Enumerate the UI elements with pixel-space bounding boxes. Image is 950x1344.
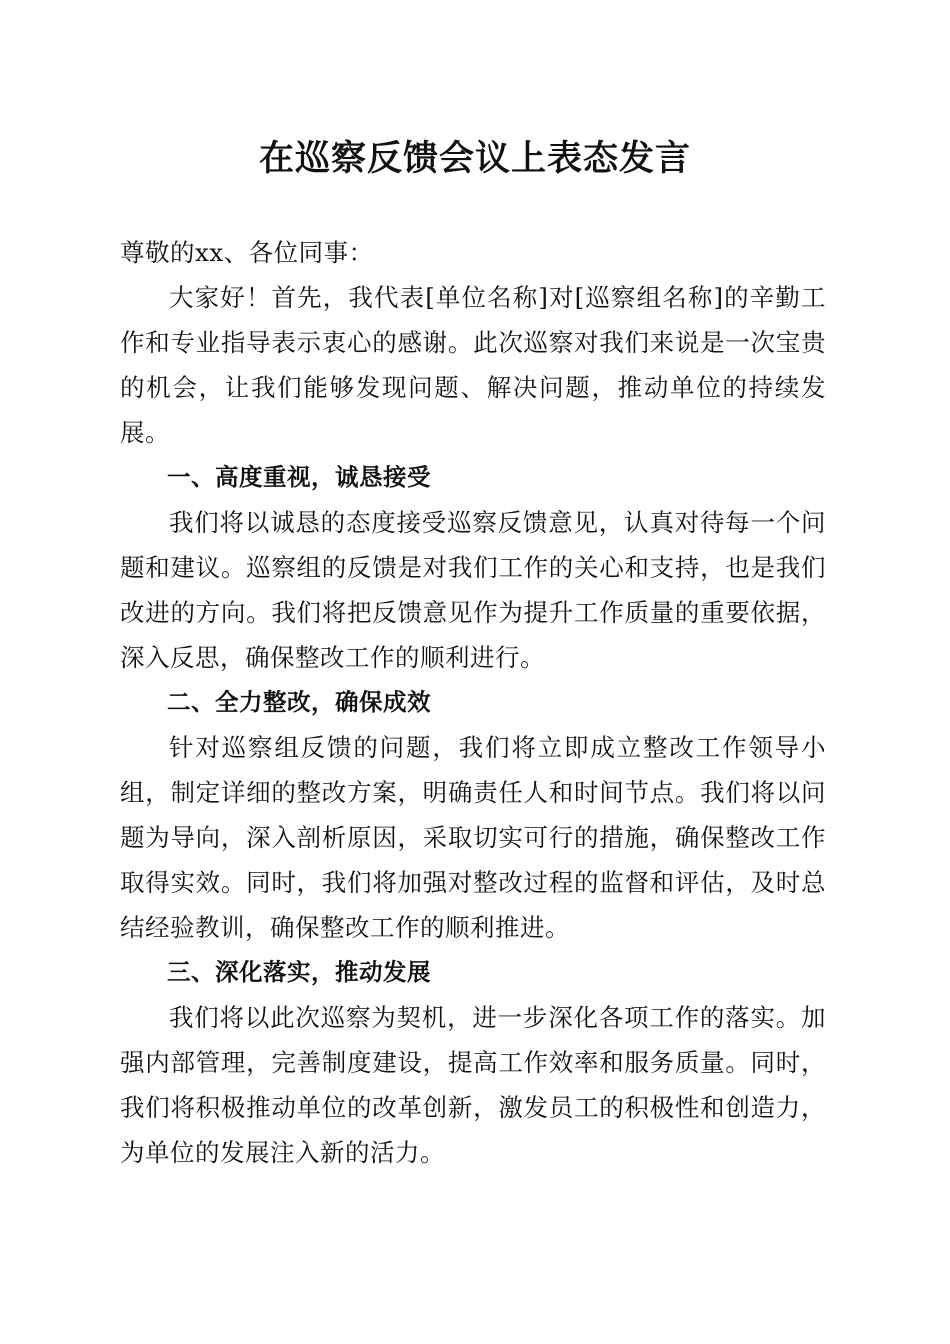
section-heading-2: 二、全力整改，确保成效 [167,688,431,716]
section-heading-3: 三、深化落实，推动发展 [167,958,431,986]
intro-paragraph: 大家好！首先，我代表[单位名称]对[巡察组名称]的辛勤工作和专业指导表示衷心的感谢。此次巡察对我们来说是一次宝贵的机会，让我们能够发现问题、解决问题，推动单位的持续发展。 [120,283,826,447]
section-body-1: 我们将以诚恳的态度接受巡察反馈意见，认真对待每一个问题和建议。巡察组的反馈是对我们工作的关心和支持，也是我们改进的方向。我们将把反馈意见作为提升工作质量的重要依据，深入反思，确保整改工作的顺利进行。 [120,508,826,672]
document-body [120,230,826,1175]
section-heading-1: 一、高度重视，诚恳接受 [167,463,431,491]
section-body-3: 我们将以此次巡察为契机，进一步深化各项工作的落实。加强内部管理，完善制度建设，提高工作效率和服务质量。同时，我们将积极推动单位的改革创新，激发员工的积极性和创造力，为单位的发展注入新的活力。 [120,1003,826,1167]
salutation: 尊敬的xx、各位同事： [120,238,374,267]
section-body-2: 针对巡察组反馈的问题，我们将立即成立整改工作领导小组，制定详细的整改方案，明确责任人和时间节点。我们将以问题为导向，深入剖析原因，采取切实可行的措施，确保整改工作取得实效。同时，我们将加强对整改过程的监督和评估，及时总结经验教训，确保整改工作的顺利推进。 [120,733,826,942]
document-title: 在巡察反馈会议上表态发言 [258,138,691,179]
